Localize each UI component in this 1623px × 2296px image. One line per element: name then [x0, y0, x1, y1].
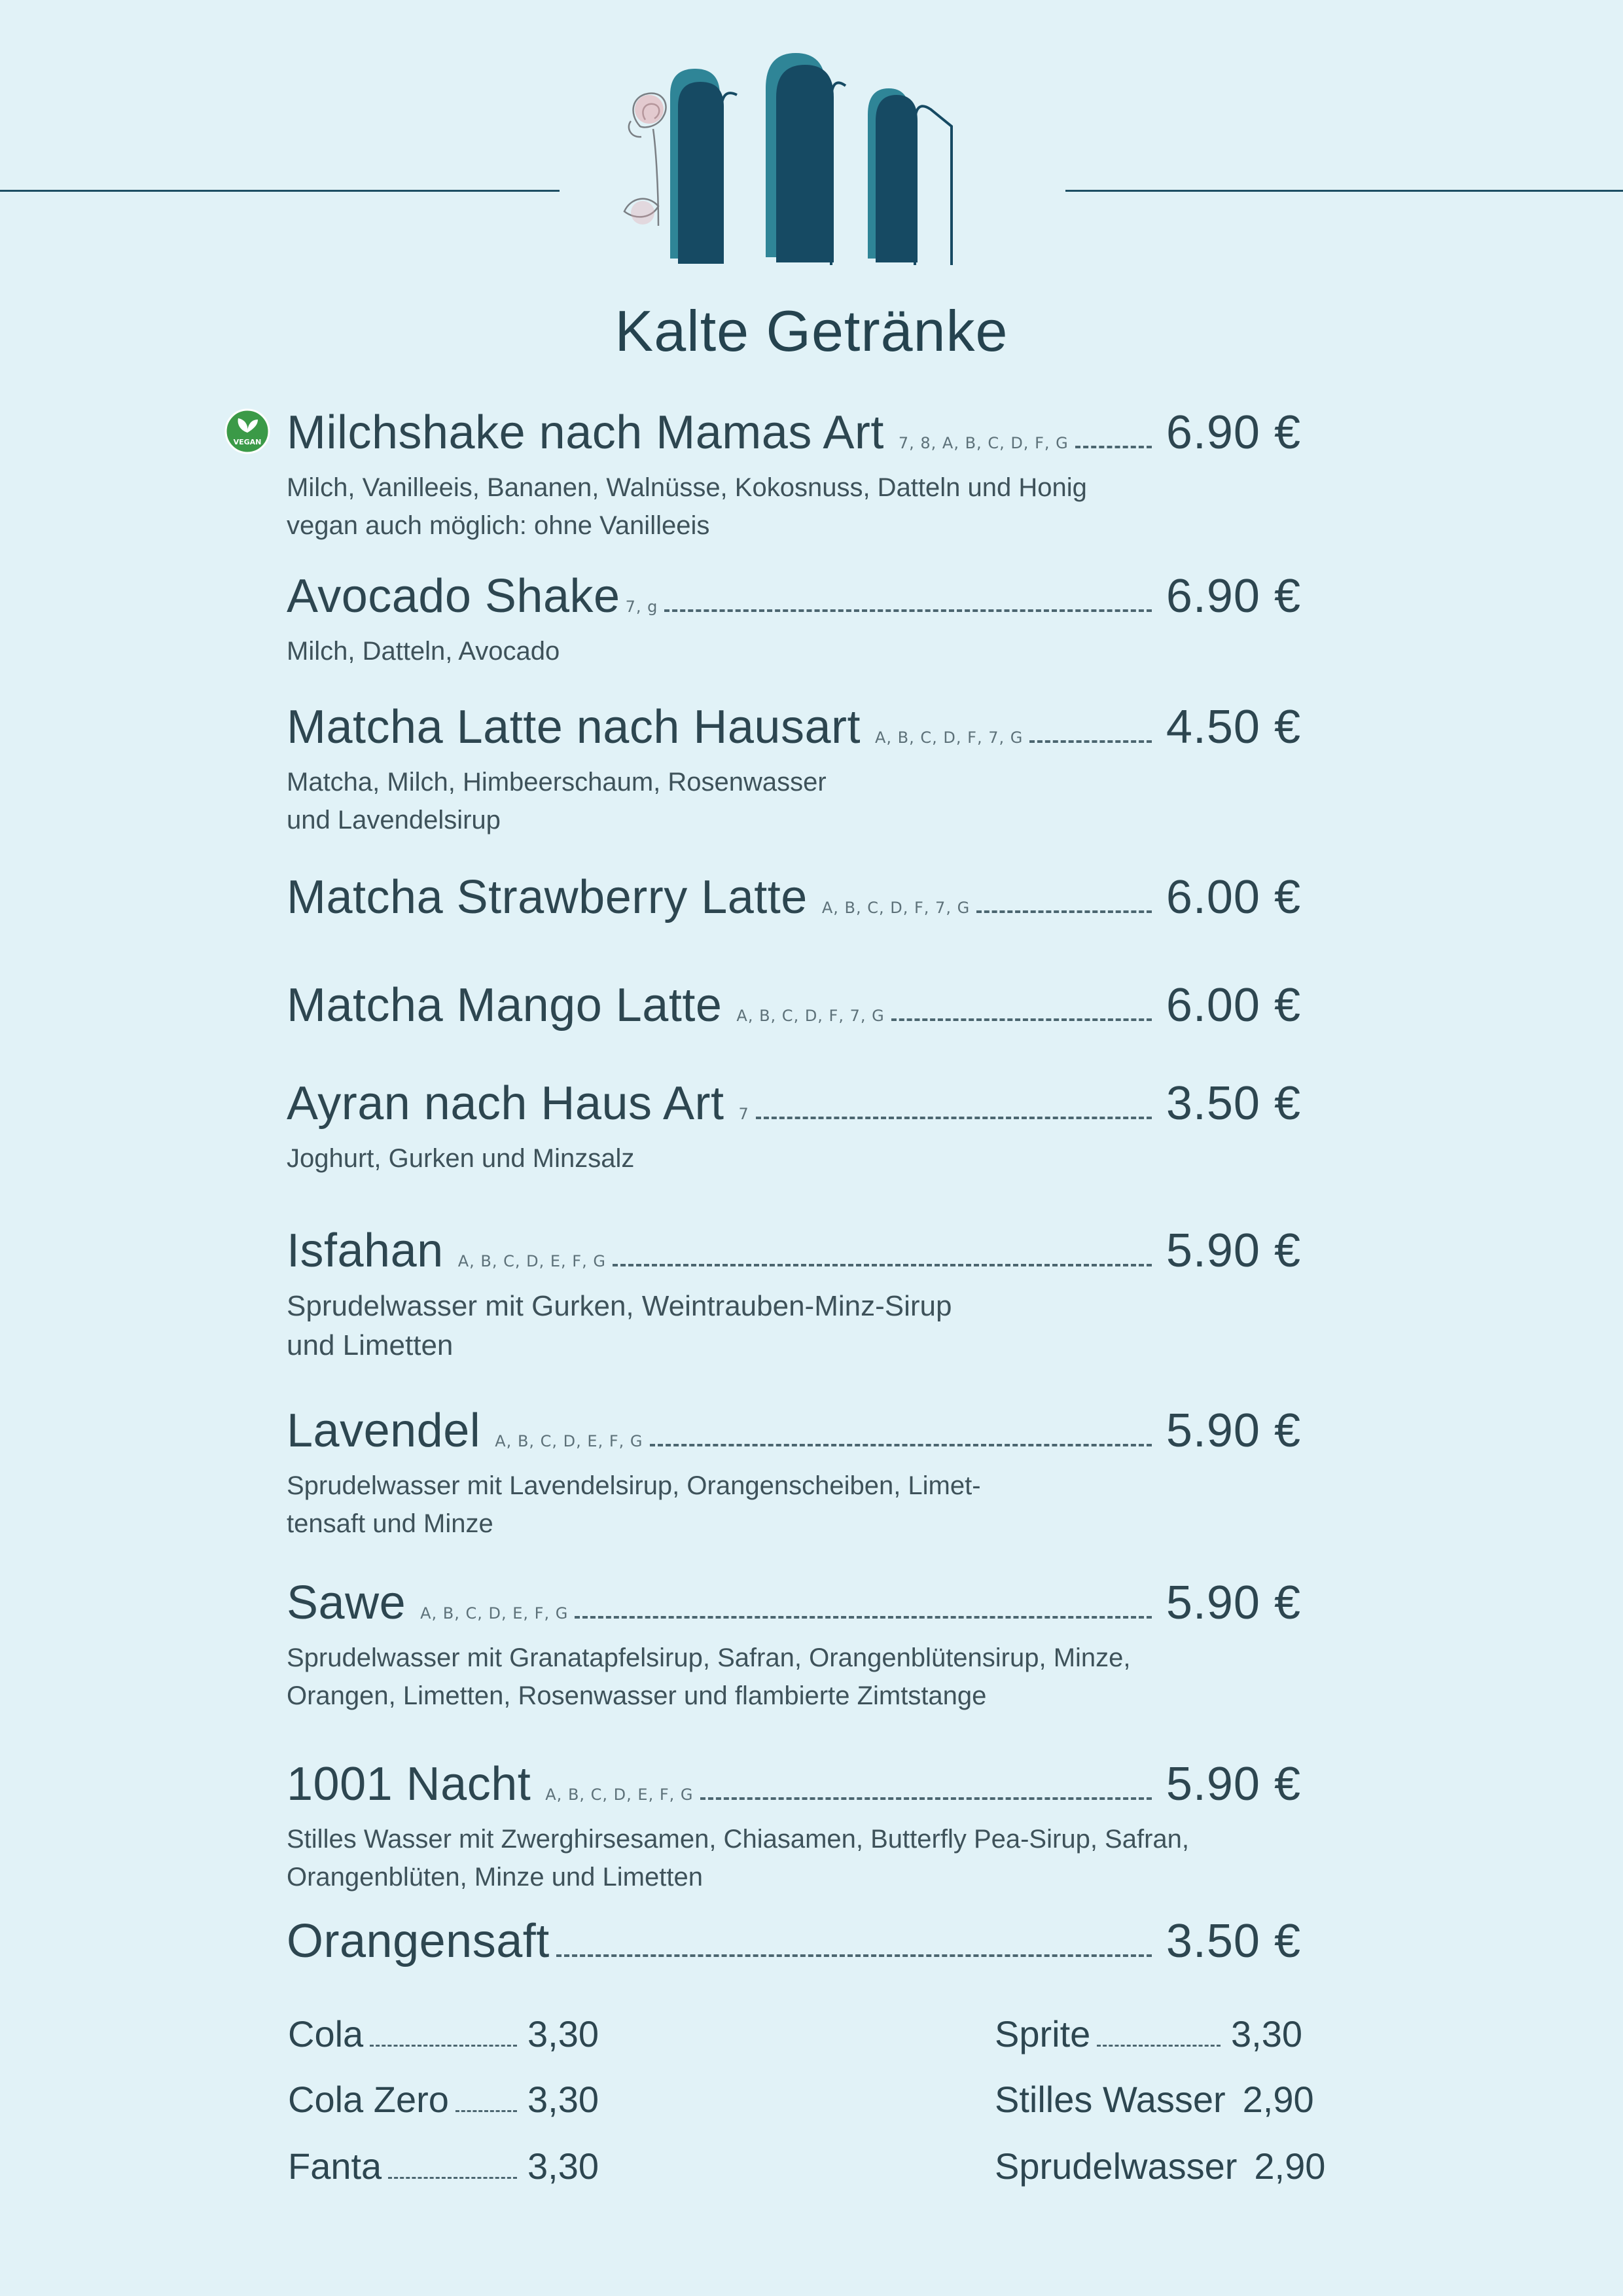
item-description [287, 632, 1301, 670]
menu-item [287, 406, 1301, 545]
softdrink-item [995, 2145, 1326, 2188]
item-description [287, 1467, 1301, 1543]
item-price: 6.00 € [1166, 871, 1301, 924]
leader-dots [700, 1797, 1152, 1800]
item-description [287, 1820, 1301, 1896]
leader-dots [1097, 2044, 1221, 2047]
menu-item [287, 1224, 1301, 1365]
item-allergens: 7 [738, 1105, 749, 1123]
menu-item [287, 978, 1301, 1032]
softdrink-name: Stilles Wasser [995, 2079, 1226, 2120]
item-allergens: 7, g [625, 598, 658, 616]
vegan-badge-icon [224, 408, 271, 455]
item-allergens: A, B, C, D, E, F, G [420, 1604, 569, 1623]
item-description [287, 1139, 1301, 1177]
description-line: Sprudelwasser mit Granatapfelsirup, Safran, Orangenblütensirup, Minze, [287, 1643, 1131, 1672]
leader-dots [891, 1018, 1152, 1021]
item-price: 6.90 € [1166, 570, 1301, 622]
arches-logo-icon [602, 49, 969, 272]
vegan-badge-label: VEGAN [233, 438, 262, 446]
softdrink-price: 3,30 [1231, 2013, 1302, 2054]
menu-item [287, 1576, 1301, 1715]
leader-dots [388, 2176, 517, 2179]
softdrink-item [995, 2013, 1302, 2056]
item-price: 6.90 € [1166, 406, 1301, 459]
item-price: 5.90 € [1166, 1577, 1301, 1629]
item-price: 5.90 € [1166, 1405, 1301, 1457]
description-line: Orangenblüten, Minze und Limetten [287, 1863, 703, 1892]
item-price: 6.00 € [1166, 979, 1301, 1031]
softdrink-price: 2,90 [1254, 2145, 1326, 2187]
item-name: Sawe [287, 1577, 406, 1629]
item-name: Isfahan [287, 1225, 444, 1277]
leader-dots [664, 609, 1151, 612]
description-line: vegan auch möglich: ohne Vanilleeis [287, 511, 710, 540]
item-name: Lavendel [287, 1405, 481, 1457]
leader-dots [370, 2044, 517, 2047]
description-line: und Limetten [287, 1329, 454, 1361]
item-allergens: A, B, C, D, E, F, G [457, 1252, 606, 1270]
description-line: Joghurt, Gurken und Minzsalz [287, 1144, 635, 1173]
item-allergens: A, B, C, D, F, 7, G [821, 899, 971, 917]
menu-item [287, 569, 1301, 670]
leader-dots [650, 1443, 1152, 1446]
menu-item [287, 1757, 1301, 1896]
item-name: Milchshake nach Mamas Art [287, 406, 884, 459]
item-price: 4.50 € [1166, 701, 1301, 753]
description-line: Stilles Wasser mit Zwerghirsesamen, Chiasamen, Butterfly Pea-Sirup, Safran, [287, 1825, 1190, 1854]
item-name: Matcha Latte nach Hausart [287, 701, 861, 753]
item-name: Matcha Mango Latte [287, 979, 722, 1031]
softdrink-item [288, 2145, 599, 2188]
item-allergens: A, B, C, D, F, 7, G [736, 1007, 885, 1025]
item-name: Orangensaft [287, 1915, 550, 1967]
description-line: Milch, Datteln, Avocado [287, 637, 560, 666]
item-description [287, 1639, 1301, 1715]
softdrink-item [288, 2013, 599, 2056]
description-line: und Lavendelsirup [287, 806, 501, 834]
leader-dots [756, 1116, 1152, 1119]
item-price: 5.90 € [1166, 1225, 1301, 1277]
softdrink-item [288, 2078, 599, 2121]
leader-dots [1029, 740, 1151, 743]
softdrink-price: 3,30 [527, 2145, 599, 2187]
softdrink-name: Sprite [995, 2013, 1091, 2054]
softdrink-item [995, 2078, 1314, 2121]
item-allergens: 7, 8, A, B, C, D, F, G [898, 434, 1069, 452]
description-line: Matcha, Milch, Himbeerschaum, Rosenwasser [287, 768, 827, 797]
item-name: 1001 Nacht [287, 1758, 531, 1810]
softdrink-price: 3,30 [527, 2013, 599, 2054]
item-name: Ayran nach Haus Art [287, 1077, 724, 1130]
description-line: tensaft und Minze [287, 1509, 493, 1538]
description-line: Milch, Vanilleeis, Bananen, Walnüsse, Kokosnuss, Datteln und Honig [287, 473, 1087, 502]
item-price: 5.90 € [1166, 1758, 1301, 1810]
softdrink-price: 3,30 [527, 2079, 599, 2120]
item-name: Avocado Shake [287, 570, 620, 622]
leader-dots [976, 910, 1152, 913]
menu-item [287, 870, 1301, 924]
leader-dots [455, 2109, 517, 2112]
item-price: 3.50 € [1166, 1077, 1301, 1130]
leader-dots [613, 1263, 1152, 1266]
description-line: Sprudelwasser mit Gurken, Weintrauben-Minz-Sirup [287, 1290, 952, 1322]
item-allergens: A, B, C, D, F, 7, G [875, 728, 1024, 747]
menu-item [287, 1404, 1301, 1543]
leader-dots [556, 1954, 1152, 1957]
menu-item [287, 1077, 1301, 1177]
menu-item [287, 700, 1301, 839]
softdrink-name: Sprudelwasser [995, 2145, 1238, 2187]
menu-item [287, 1914, 1301, 1968]
leader-dots [1075, 445, 1152, 448]
page-title: Kalte Getränke [615, 298, 1008, 363]
softdrink-name: Cola Zero [288, 2079, 449, 2120]
description-line: Sprudelwasser mit Lavendelsirup, Orangenscheiben, Limet- [287, 1471, 981, 1500]
item-allergens: A, B, C, D, E, F, G [545, 1785, 694, 1804]
item-price: 3.50 € [1166, 1915, 1301, 1967]
header-rule-right [1065, 190, 1623, 192]
softdrink-name: Cola [288, 2013, 364, 2054]
header-rule-left [0, 190, 560, 192]
softdrink-name: Fanta [288, 2145, 382, 2187]
softdrink-price: 2,90 [1242, 2079, 1314, 2120]
item-description [287, 469, 1301, 545]
item-description [287, 1287, 1301, 1365]
item-name: Matcha Strawberry Latte [287, 871, 808, 924]
description-line: Orangen, Limetten, Rosenwasser und flambierte Zimtstange [287, 1681, 987, 1710]
item-description [287, 763, 1301, 839]
leader-dots [575, 1615, 1151, 1619]
item-allergens: A, B, C, D, E, F, G [495, 1432, 643, 1450]
